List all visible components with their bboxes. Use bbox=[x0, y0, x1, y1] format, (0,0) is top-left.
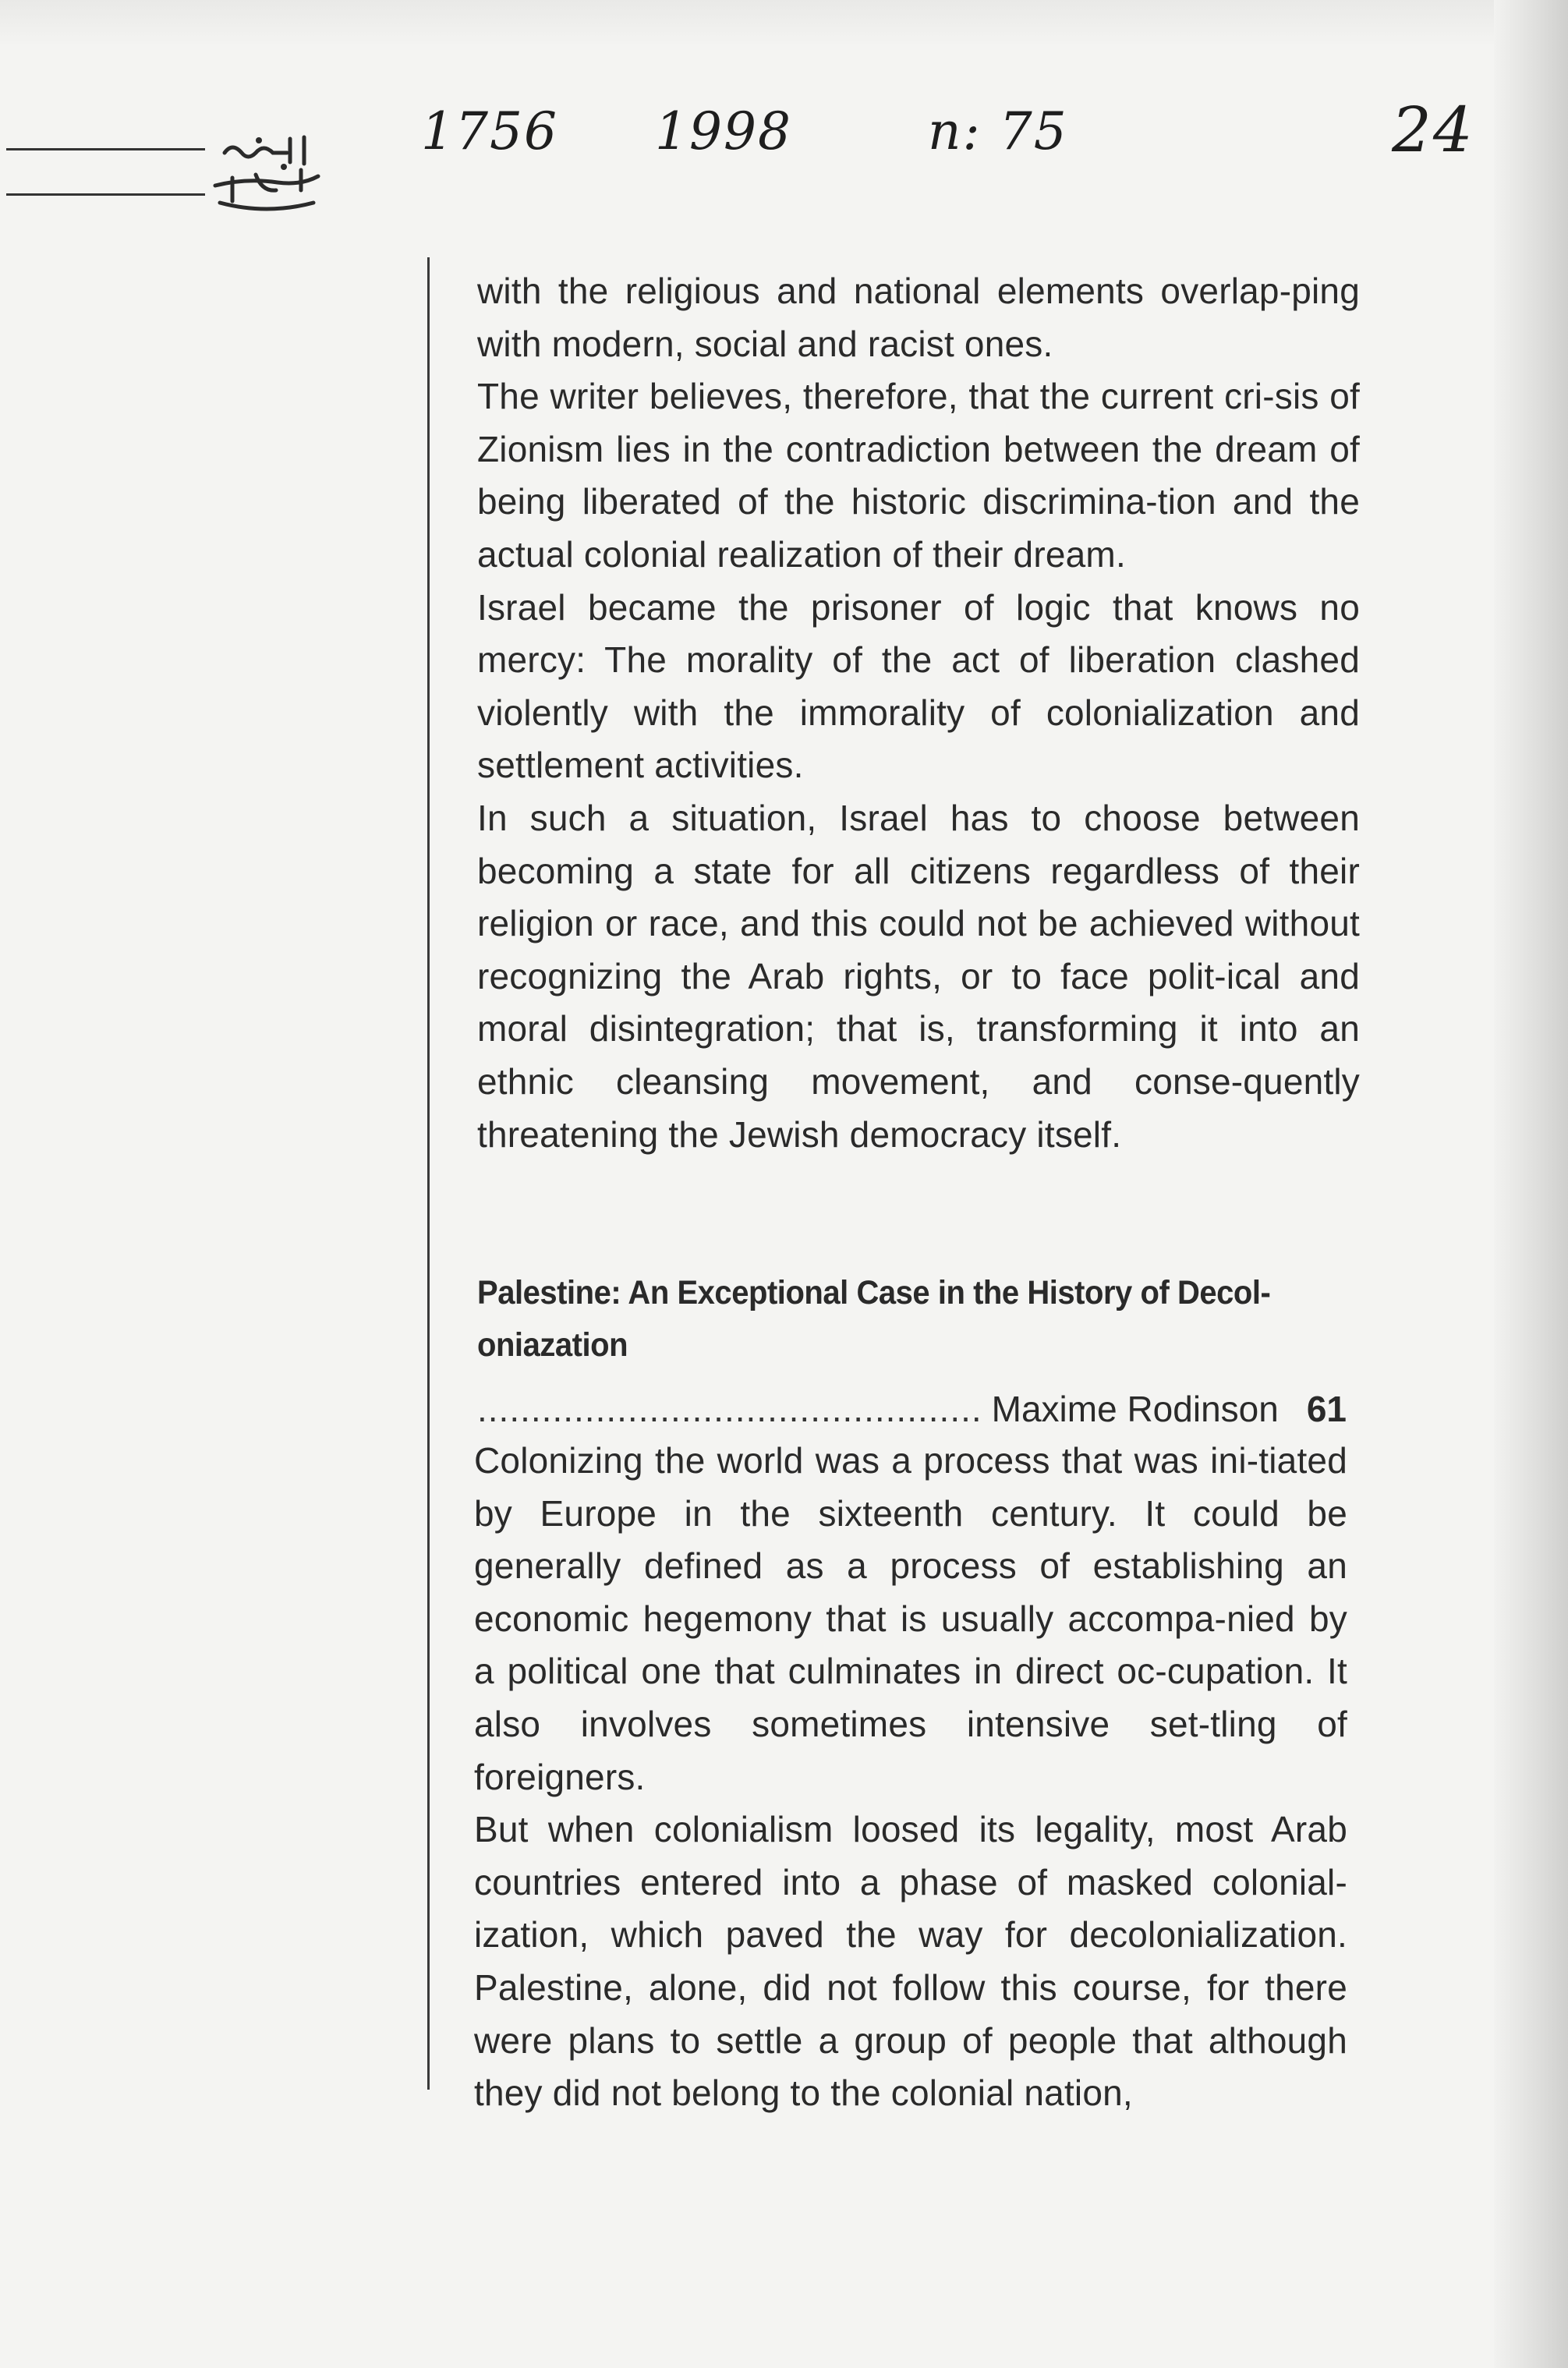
paragraph: The writer believes, therefore, that the current cri-sis of Zionism lies in the contradiction between the dream of being liberated of the historic discrimina-tion and the actual colonial realization of their dream. bbox=[477, 376, 1360, 575]
handwritten-year: 1998 bbox=[655, 101, 792, 161]
paragraph: But when colonialism loosed its legality, most Arab countries entered into a phase of masked colonial-ization, which paved the way for decolonialization. Palestine, alone, did not follow this course, for there were plans to settle a group of people that although they did not belong to the colonial nation, bbox=[474, 1809, 1347, 2114]
column-rule bbox=[427, 257, 430, 2090]
section-heading: Palestine: An Exceptional Case in the History of Decol-oniazation bbox=[477, 1274, 1271, 1364]
paragraph: Colonizing the world was a process that was ini-tiated by Europe in the sixteenth century. It could be generally defined as a process of establishing an economic hegemony that is usually accompa-nied by a political one that culminates in direct oc-cupation. It also involves sometimes intensive set-tling of foreigners. bbox=[474, 1440, 1347, 1797]
journal-calligraphy-logo-icon bbox=[209, 131, 326, 217]
header-rule-top bbox=[6, 148, 205, 150]
byline bbox=[477, 1383, 1347, 1435]
handwritten-reference-number: 1756 bbox=[421, 101, 558, 161]
paragraph: Israel became the prisoner of logic that knows no mercy: The morality of the act of liberation clashed violently with the immorality of colonialization and settlement activities. bbox=[477, 586, 1360, 786]
article-text-bottom bbox=[474, 1435, 1347, 2120]
page-reference: 61 bbox=[1306, 1389, 1347, 1429]
header-rule-bottom bbox=[6, 193, 205, 196]
handwritten-issue-number: n: 75 bbox=[928, 101, 1068, 161]
page-gutter-edge bbox=[1494, 0, 1568, 2368]
handwritten-page-number: 24 bbox=[1392, 94, 1474, 166]
article-text-top bbox=[477, 265, 1360, 1161]
leader-dots bbox=[477, 1383, 984, 1435]
page-top-shadow bbox=[0, 0, 1568, 47]
paragraph: with the religious and national elements overlap-ping with modern, social and racist ones. bbox=[477, 271, 1360, 364]
author-name: Maxime Rodinson bbox=[991, 1389, 1279, 1429]
paragraph: In such a situation, Israel has to choose between becoming a state for all citizens regardless of their religion or race, and this could not be achieved without recognizing the Arab rights, or to face polit-ical and moral disintegration; that is, transforming it into an ethnic cleansing movement, and conse-quently threatening the Jewish democracy itself. bbox=[477, 797, 1360, 1155]
